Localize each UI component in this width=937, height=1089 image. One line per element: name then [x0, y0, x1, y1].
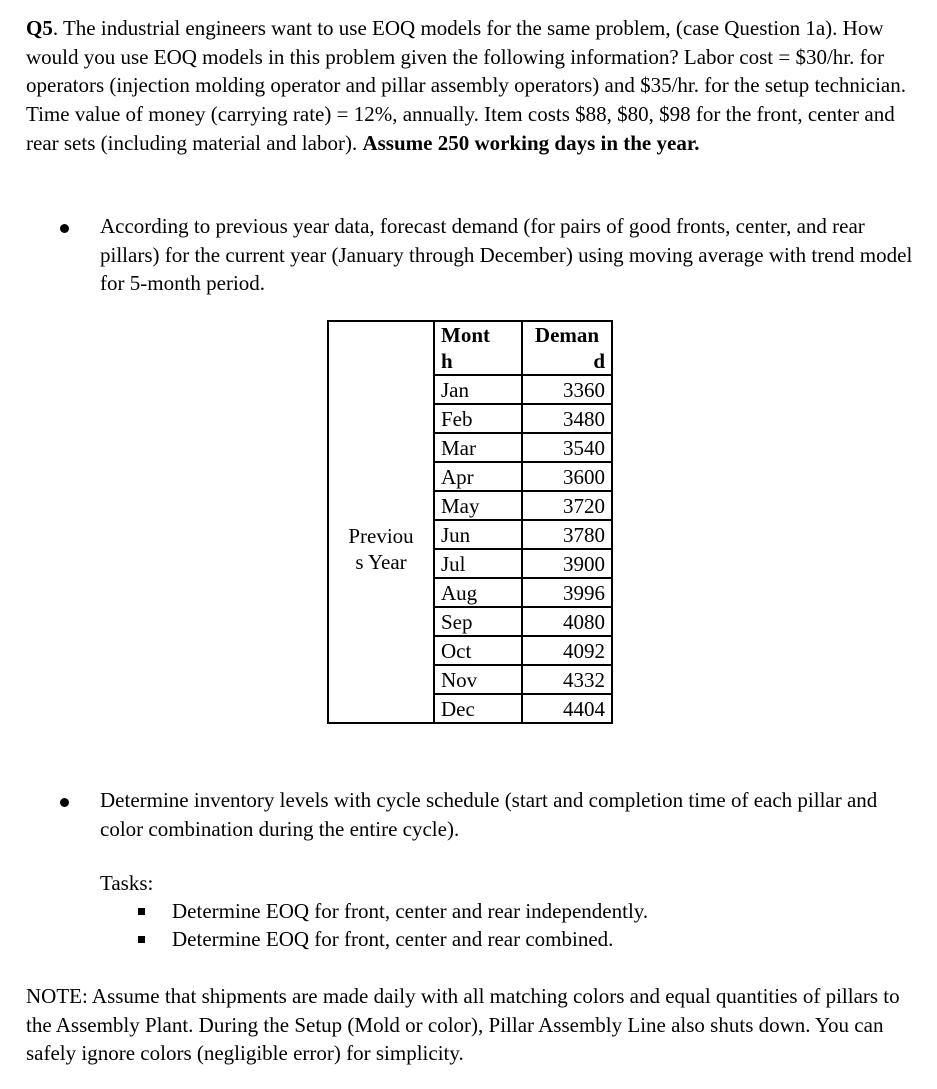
task-text: Determine EOQ for front, center and rear combined.	[172, 927, 614, 951]
table-header-blank	[328, 321, 434, 375]
table-cell-demand: 3996	[522, 578, 612, 607]
table-cell-month: Dec	[434, 694, 522, 723]
table-cell-month: May	[434, 491, 522, 520]
table-cell-month: Jan	[434, 375, 522, 404]
table-cell-demand: 3780	[522, 520, 612, 549]
question-paragraph	[26, 14, 926, 158]
group-label-line-2: s Year	[355, 549, 407, 574]
bullet-forecast-text: According to previous year data, forecast demand (for pairs of good fronts, center, and rear pillars) for the current year (January through December) using moving average with trend model for 5-month period.	[100, 214, 913, 296]
table-cell-demand: 4404	[522, 694, 612, 723]
tasks-label: Tasks:	[100, 871, 154, 895]
bullet-dot-icon	[60, 798, 69, 807]
note-paragraph: NOTE: Assume that shipments are made daily with all matching colors and equal quantities of pillars to the Assembly Plant. During the Setup (Mold or color), Pillar Assembly Line also shuts down. You can safely ignore colors (negligible error) for simplicity.	[26, 984, 900, 1066]
table-cell-demand: 4080	[522, 607, 612, 636]
table-body	[328, 375, 612, 723]
table-header-row	[328, 321, 612, 375]
square-bullet-icon	[138, 908, 145, 915]
table-cell-month: Feb	[434, 404, 522, 433]
bullet-dot-icon	[60, 224, 69, 233]
table-cell-month: Mar	[434, 433, 522, 462]
table-cell-month: Sep	[434, 607, 522, 636]
table-header-demand	[522, 321, 612, 375]
header-month-line-1: Mont	[441, 323, 490, 347]
table-cell-demand: 4092	[522, 636, 612, 665]
header-demand-line-1: Deman	[534, 323, 600, 347]
question-bold-assumption: Assume 250 working days in the year.	[362, 130, 700, 155]
task-text: Determine EOQ for front, center and rear independently.	[172, 899, 649, 923]
table-cell-month: Aug	[434, 578, 522, 607]
table-cell-month: Nov	[434, 665, 522, 694]
table-cell-month: Apr	[434, 462, 522, 491]
bullet-inventory-text: Determine inventory levels with cycle schedule (start and completion time of each pillar and color combination during the entire cycle).	[100, 788, 878, 841]
table-header-month	[434, 321, 522, 375]
question-number: Q5	[26, 16, 53, 40]
table-cell-demand: 3600	[522, 462, 612, 491]
table-cell-demand: 3360	[522, 375, 612, 404]
table-cell-month: Jul	[434, 549, 522, 578]
header-demand-line-2: d	[593, 349, 605, 373]
table-cell-month: Jun	[434, 520, 522, 549]
table-cell-demand: 4332	[522, 665, 612, 694]
table-row	[328, 375, 612, 404]
table-cell-month: Oct	[434, 636, 522, 665]
table-cell-demand: 3900	[522, 549, 612, 578]
question-text: . The industrial engineers want to use EOQ models for the same problem, (case Question 1a). How would you use EOQ models in this problem given the following information? Labor cost = $30/hr. for operators (injection molding operator and pillar assembly operators) and $35/hr. for the setup technician. Time value of money (carrying rate) = 12%, annually. Item costs $88, $80, $98 for the front, center and rear sets (including material and labor).	[26, 16, 906, 155]
demand-table	[327, 320, 613, 724]
group-label-line-1: Previou	[348, 523, 414, 548]
table-cell-demand: 3540	[522, 433, 612, 462]
square-bullet-icon	[138, 936, 145, 943]
table-group-label	[328, 375, 434, 723]
table-cell-demand: 3480	[522, 404, 612, 433]
table-cell-demand: 3720	[522, 491, 612, 520]
header-month-line-2: h	[441, 349, 453, 373]
